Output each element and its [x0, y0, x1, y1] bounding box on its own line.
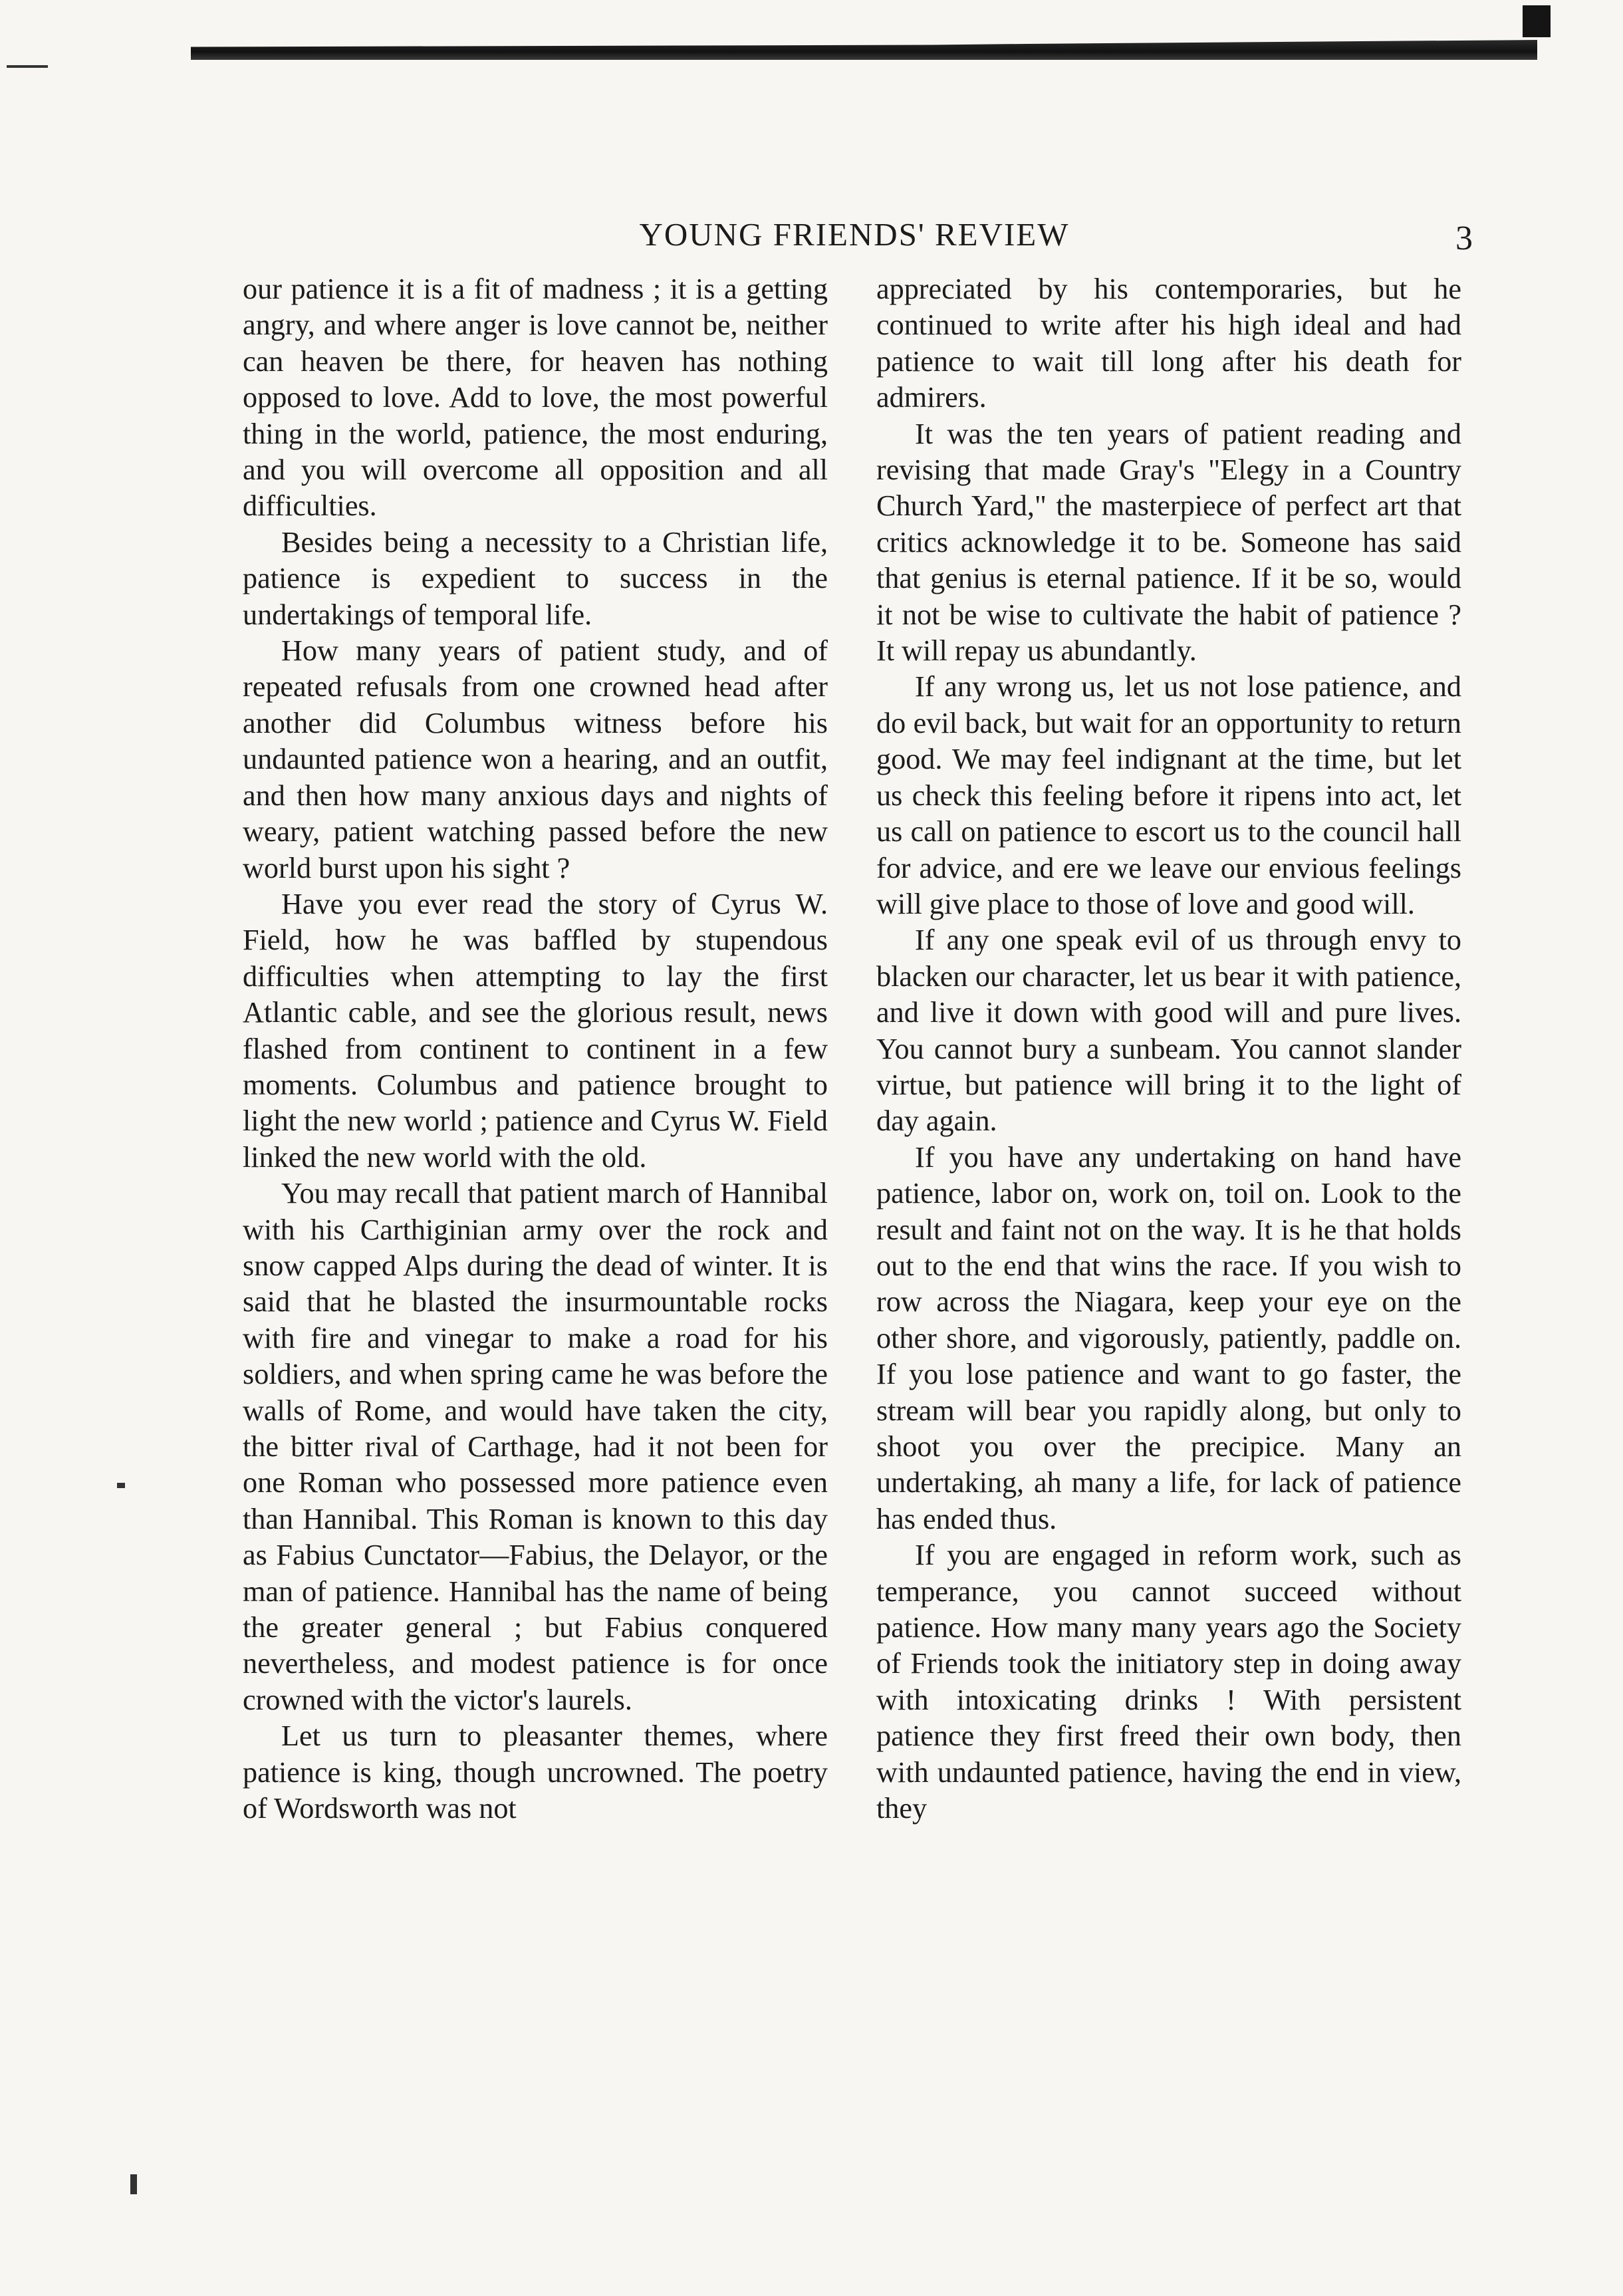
paragraph: our patience it is a fit of madness ; it is a getting angry, and where anger is love cannot be, neither can heaven be there, for heaven has nothing opposed to love. Add to love, the most powerful thing in the world, patience, the most enduring, and you will overcome all opposition and all difficulties.	[243, 273, 828, 523]
right-column	[876, 271, 1461, 1827]
paragraph: You may recall that patient march of Hannibal with his Carthiginian army over the rock and snow capped Alps during the dead of winter. It is said that he blasted the insurmountable rocks with fire and vinegar to make a road for his soldiers, and when spring came he was before the walls of Rome, and would have taken the city, the bitter rival of Carthage, had it not been for one Roman who possessed more patience even than Hannibal. This Roman is known to this day as Fabius Cunctator—Fabius, the Delayor, or the man of patience. Hannibal has the name of being the greater general ; but Fabius conquered nevertheless, and modest patience is for once crowned with the victor's laurels.	[243, 1177, 828, 1716]
paragraph: If any wrong us, let us not lose patience, and do evil back, but wait for an opportunity to return good. We may feel indignant at the time, but let us check this feeling before it ripens into act, let us call on patience to escort us to the council hall for advice, and ere we leave our envious feelings will give place to those of love and good will.	[876, 670, 1461, 920]
paragraph: If you are engaged in reform work, such as temperance, you cannot succeed without patience. How many many years ago the Society of Friends took the initiatory step in doing away with intoxicating drinks ! With persistent patience they first freed their own body, then with undaunted patience, having the end in view, they	[876, 1539, 1461, 1825]
paragraph: appreciated by his contemporaries, but he continued to write after his high ideal and had patience to wait till long after his death for admirers.	[876, 273, 1461, 414]
margin-mark	[130, 2174, 137, 2194]
paragraph: Let us turn to pleasanter themes, where patience is king, though uncrowned. The poetry of Wordsworth was not	[243, 1720, 828, 1825]
margin-mark	[117, 1483, 125, 1488]
paragraph: How many years of patient study, and of repeated refusals from one crowned head after another did Columbus witness before his undaunted patience won a hearing, and an outfit, and then how many anxious days and nights of weary, patient watching passed before the new world burst upon his sight ?	[243, 634, 828, 884]
paragraph: Have you ever read the story of Cyrus W. Field, how he was baffled by stupendous difficulties when attempting to lay the first Atlantic cable, and see the glorious result, news flashed from continent to continent in a few moments. Columbus and patience brought to light the new world ; patience and Cyrus W. Field linked the new world with the old.	[243, 887, 828, 1174]
paragraph: Besides being a necessity to a Christian life, patience is expedient to success in the undertakings of temporal life.	[243, 525, 828, 631]
left-column	[243, 271, 828, 1827]
top-rule-end	[1523, 5, 1551, 37]
page-number: 3	[1455, 219, 1473, 257]
paragraph: It was the ten years of patient reading and revising that made Gray's "Elegy in a Country Church Yard," the masterpiece of perfect art that critics acknowledge it to be. Someone has said that genius is eternal patience. If it be so, would it not be wise to cultivate the habit of patience ? It will repay us abundantly.	[876, 417, 1461, 668]
journal-title: YOUNG FRIENDS' REVIEW	[639, 216, 1070, 253]
running-head	[243, 211, 1473, 258]
top-printed-rule	[191, 40, 1537, 60]
paragraph: If any one speak evil of us through envy to blacken our character, let us bear it with patience, and live it down with good will and pure lives. You cannot bury a sunbeam. You cannot slander virtue, but patience will bring it to the light of day again.	[876, 924, 1461, 1138]
margin-mark	[7, 65, 48, 68]
paragraph: If you have any undertaking on hand have patience, labor on, work on, toil on. Look to the result and faint not on the way. It is he that holds out to the end that wins the race. If you wish to row across the Niagara, keep your eye on the other shore, and vigorously, patiently, paddle on. If you lose patience and want to go faster, the stream will bear you rapidly along, but only to shoot you over the precipice. Many an undertaking, ah many a life, for lack of patience has ended thus.	[876, 1140, 1461, 1535]
